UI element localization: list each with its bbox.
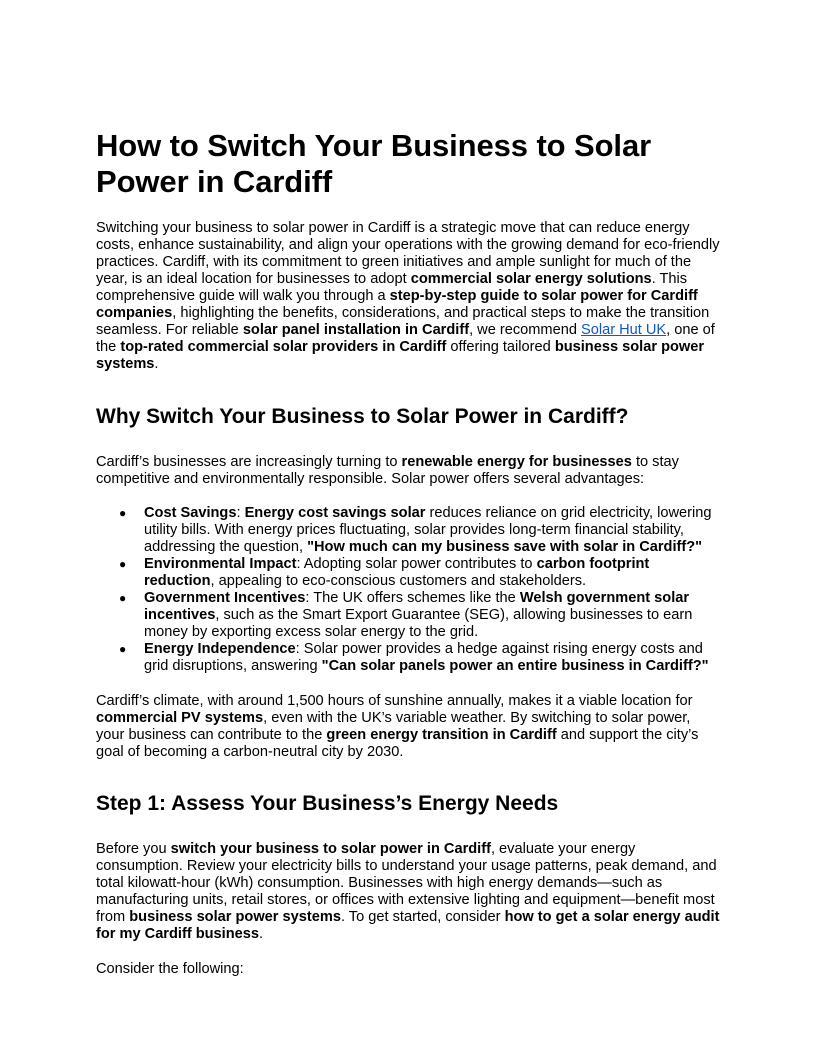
- intro-text-3: , highlighting the benefits, considerations, and practical steps to make the transition seamless. For reliable: [96, 305, 710, 338]
- bullet-text: : The UK offers schemes like the: [305, 590, 520, 606]
- list-item-energy-independence: [96, 641, 720, 675]
- intro-bold-2: step-by-step guide to solar power for Cardiff companies: [96, 288, 698, 321]
- consider-paragraph: Consider the following:: [96, 961, 244, 977]
- bullet-icon: ●: [119, 591, 127, 605]
- intro-text-7: .: [154, 356, 159, 372]
- bullet-icon: ●: [119, 642, 127, 656]
- intro-text-6: offering tailored: [446, 339, 555, 355]
- intro-bold-4: top-rated commercial solar providers in Cardiff: [120, 339, 447, 355]
- bullet-bold: carbon footprint reduction: [144, 556, 650, 589]
- list-item-environmental-impact: [96, 556, 720, 590]
- bullet-bold: Energy cost savings solar: [244, 505, 426, 521]
- bullet-label: Environmental Impact: [144, 556, 297, 572]
- bullet-text: : Adopting solar power contributes to: [296, 556, 537, 572]
- bullet-icon: ●: [119, 557, 127, 571]
- intro-bold-1: commercial solar energy solutions: [410, 271, 652, 287]
- bullet-bold-quote: "Can solar panels power an entire business in Cardiff?": [321, 658, 709, 674]
- step1-bold-2: business solar power systems: [129, 909, 341, 925]
- step1-text-3: . To get started, consider: [340, 909, 505, 925]
- advantages-list: [96, 505, 720, 675]
- bullet-bold-quote: "How much can my business save with solar in Cardiff?": [307, 539, 703, 555]
- step1-paragraph: [96, 841, 720, 943]
- climate-text-1: Cardiff’s climate, with around 1,500 hours of sunshine annually, makes it a viable location for: [96, 693, 693, 709]
- why-text-1: Cardiff’s businesses are increasingly turning to: [96, 454, 402, 470]
- step1-bold-1: switch your business to solar power in Cardiff: [170, 841, 491, 857]
- intro-text-5: , one of the: [96, 322, 715, 355]
- bullet-label: Government Incentives: [144, 590, 306, 606]
- bullet-bold: Welsh government solar incentives: [144, 590, 690, 623]
- intro-bold-5: business solar power systems: [96, 339, 705, 372]
- step1-text-1: Before you: [96, 841, 171, 857]
- bullet-label: Energy Independence: [144, 641, 296, 657]
- why-text-2: to stay competitive and environmentally responsible. Solar power offers several advantages:: [96, 454, 679, 487]
- climate-bold-1: commercial PV systems: [96, 710, 264, 726]
- climate-text-3: and support the city’s goal of becoming a carbon-neutral city by 2030.: [96, 727, 699, 760]
- intro-text-2: . This comprehensive guide will walk you through a: [96, 271, 688, 304]
- section-heading-step1: Step 1: Assess Your Business’s Energy Needs: [96, 792, 559, 815]
- bullet-text: reduces reliance on grid electricity, lowering utility bills. With energy prices fluctuating, solar provides long-term financial stability, addressing the question,: [144, 505, 712, 555]
- bullet-text: : Solar power provides a hedge against rising energy costs and grid disruptions, answering: [144, 641, 703, 674]
- intro-text-1: Switching your business to solar power in Cardiff is a strategic move that can reduce energy costs, enhance sustainability, and align your operations with the growing demand for eco-friendly practices. Cardiff, with its commitment to green initiatives and ample sunlight for much of the year, is an ideal location for businesses to adopt: [96, 220, 720, 287]
- list-item-government-incentives: [96, 590, 720, 641]
- why-paragraph: [96, 454, 720, 488]
- solar-hut-uk-link[interactable]: Solar Hut UK: [581, 322, 667, 338]
- climate-paragraph: [96, 693, 720, 761]
- bullet-icon: ●: [119, 506, 127, 520]
- intro-paragraph: [96, 220, 720, 373]
- list-item-cost-savings: [96, 505, 720, 556]
- intro-bold-3: solar panel installation in Cardiff: [242, 322, 470, 338]
- step1-text-2: , evaluate your energy consumption. Review your electricity bills to understand your usage patterns, peak demand, and total kilowatt-hour (kWh) consumption. Businesses with high energy demands—such as manufacturing units, retail stores, or offices with extensive lighting and equipment—benefit most from: [96, 841, 717, 925]
- step1-text-4: .: [259, 926, 264, 942]
- bullet-text: , such as the Smart Export Guarantee (SEG), allowing businesses to earn money by exporting excess solar energy to the grid.: [144, 607, 693, 640]
- step1-bold-3: how to get a solar energy audit for my Cardiff business: [96, 909, 720, 942]
- document-body: [96, 128, 720, 978]
- bullet-separator: :: [236, 505, 245, 521]
- bullet-text: , appealing to eco-conscious customers and stakeholders.: [210, 573, 587, 589]
- climate-text-2: , even with the UK’s variable weather. By switching to solar power, your business can contribute to the: [96, 710, 691, 743]
- page-title: How to Switch Your Business to Solar Power in Cardiff: [96, 128, 652, 199]
- intro-text-4: , we recommend: [469, 322, 581, 338]
- section-heading-why: Why Switch Your Business to Solar Power in Cardiff?: [96, 405, 629, 428]
- climate-bold-2: green energy transition in Cardiff: [326, 727, 557, 743]
- why-bold-1: renewable energy for businesses: [401, 454, 632, 470]
- bullet-label: Cost Savings: [144, 505, 237, 521]
